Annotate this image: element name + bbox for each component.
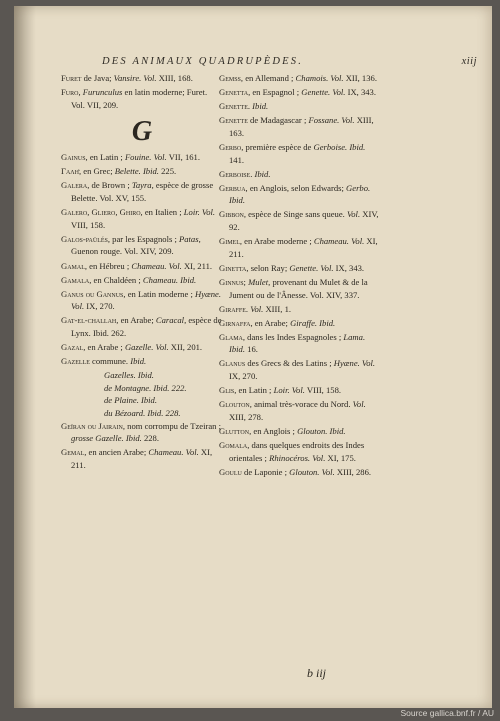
entry-headword: Gomala: [219, 440, 248, 451]
entry-text: , dans quelques endroits des Indes orientales ;: [229, 440, 365, 463]
entry-reference: Giraffe. Ibid.: [290, 317, 336, 328]
signature-mark: b iij: [307, 666, 327, 680]
entry-reference: Gerbo. Ibid.: [229, 182, 371, 206]
page-number: xiij: [461, 56, 477, 67]
index-entry: [219, 86, 381, 99]
entry-text: de Madagascar ;: [247, 115, 309, 126]
entry-text: ;: [243, 276, 249, 287]
entry-headword: Galero, Gliero, Ghiro: [61, 207, 141, 218]
index-entry: [219, 466, 381, 479]
book-page: [14, 6, 492, 708]
entry-reference: Ibid.: [254, 168, 271, 179]
entry-tail: XIII, 163.: [229, 115, 374, 138]
index-entry: [219, 114, 381, 139]
entry-headword: Glanus: [219, 358, 246, 369]
entry-text: , en Allemand ;: [240, 73, 296, 83]
index-entry: [61, 151, 223, 164]
entry-reference: Vol.: [250, 303, 264, 314]
entry-tail: VII, 161.: [166, 152, 200, 163]
entry-tail: XI, 175.: [325, 452, 356, 463]
entry-text: , de Brown ;: [87, 180, 132, 191]
entry-reference: Ibid.: [252, 101, 269, 112]
index-entry: [219, 357, 381, 382]
entry-tail: IX, 343.: [345, 87, 377, 98]
entry-text: , en Arabe ;: [83, 342, 125, 353]
index-entry: [219, 317, 381, 330]
entry-reference: Patas: [179, 233, 199, 244]
entry-reference: Chameau. Ibid.: [142, 274, 197, 285]
entry-reference: Loir. Vol.: [183, 207, 216, 218]
entry-tail: , provenant du Mulet & de la Jument ou de l'Ânesse. Vol. XIV, 337.: [229, 276, 368, 300]
entry-text: des Grecs & des Latins ;: [245, 358, 334, 369]
entry-reference: Glouton. Vol.: [289, 466, 335, 477]
index-entry: [219, 425, 381, 438]
index-entry: [61, 233, 223, 258]
entry-text: , nom corrompu de Tzeiran ;: [122, 420, 222, 431]
entry-tail: , espèce de grosse Belette. Vol. XV, 155.: [71, 180, 214, 204]
entry-headword: Glouton: [219, 399, 250, 410]
entry-headword: Gimel: [219, 236, 240, 247]
entry-headword: Gainus: [61, 152, 86, 163]
entry-tail: , espèce de Lynx. Ibid. 262.: [71, 315, 222, 338]
entry-reference: Hyæne. Vol.: [71, 288, 221, 312]
entry-reference: Genette. Vol.: [289, 262, 334, 273]
entry-reference: Tayra: [131, 180, 152, 191]
entry-tail: 228.: [141, 433, 159, 444]
entry-tail: 141.: [229, 154, 245, 165]
index-entry: [61, 165, 223, 178]
entry-tail: IX, 343.: [333, 262, 365, 273]
entry-text: , en Anglois, selon Edwards;: [245, 182, 347, 193]
section-letter: G: [131, 116, 153, 148]
entry-headword: Gerbo: [219, 141, 242, 152]
entry-reference: Fouine. Vol.: [124, 152, 167, 163]
index-entry: [219, 182, 381, 207]
entry-reference: Lama. Ibid.: [229, 331, 366, 355]
index-entry: [219, 398, 381, 423]
entry-text: , par les Espagnols ;: [107, 233, 179, 244]
index-entry: [219, 72, 381, 85]
entry-reference: Loir. Vol.: [273, 385, 305, 396]
entry-reference: Gazelle. Vol.: [124, 342, 169, 353]
entry-headword: Ganus ou Gannus: [61, 288, 124, 299]
entry-reference: Gerboise. Ibid.: [313, 141, 366, 152]
index-entry: [61, 260, 223, 273]
entry-headword: Gerbua: [219, 182, 246, 193]
entry-tail: , Guenon rouge. Vol. XIV, 209.: [71, 233, 201, 257]
entry-text: , en Arabe moderne ;: [239, 236, 314, 247]
entry-headword: Galos-paülés: [61, 233, 108, 244]
entry-headword: Gat-el-challah: [61, 315, 117, 326]
index-subentry: Gazelles. Ibid.: [104, 370, 154, 381]
entry-reference: Ibid.: [130, 356, 147, 367]
index-entry: [219, 141, 381, 166]
entry-reference: Vol.: [352, 399, 366, 410]
entry-tail: IX, 270.: [229, 371, 258, 382]
entry-tail: XIII, 168.: [156, 73, 193, 83]
entry-headword: Glutton: [219, 425, 250, 436]
entry-text: , en Arabe;: [116, 315, 156, 326]
index-column-right: [219, 72, 381, 480]
entry-reference: Vol.: [346, 209, 361, 220]
entry-tail: XI, 211.: [181, 260, 213, 271]
entry-reference: Rhinocéros. Vol.: [269, 452, 326, 463]
entry-tail: XI, 211.: [71, 447, 213, 470]
entry-tail: XII, 201.: [168, 342, 203, 353]
entry-text: , en Latin ;: [234, 385, 274, 396]
entry-tail: XI, 211.: [229, 236, 378, 259]
index-entry: [219, 100, 381, 113]
entry-text: de Java;: [81, 73, 114, 83]
entry-tail: en latin moderne; Furet. Vol. VII, 209.: [71, 87, 208, 110]
index-entry: [61, 355, 223, 368]
entry-reference: Vansire. Vol.: [113, 73, 157, 83]
entry-headword: Glis: [219, 385, 235, 396]
entry-reference: Mulet: [248, 276, 269, 287]
entry-text: , en Chaldéen ;: [89, 274, 143, 285]
entry-text: , en Italien ;: [140, 207, 184, 218]
entry-text: , en Espagnol ;: [248, 87, 302, 98]
entry-tail: XIII, 286.: [334, 466, 372, 477]
entry-headword: Gerboise: [219, 168, 251, 179]
index-entry: [219, 303, 381, 316]
entry-tail: XII, 136.: [343, 73, 377, 83]
entry-reference: Fossane. Vol.: [308, 115, 355, 126]
entry-reference: Genette. Vol.: [301, 87, 346, 98]
entry-reference: Chameau. Vol.: [131, 260, 182, 271]
index-entry: [61, 288, 223, 313]
index-entry: [61, 341, 223, 354]
entry-text: , en ancien Arabe;: [84, 447, 149, 458]
entry-tail: IX, 270.: [84, 301, 115, 312]
index-entry: [61, 420, 223, 445]
entry-tail: XIV, 92.: [229, 209, 379, 233]
entry-reference: Hyæne. Vol.: [333, 358, 376, 369]
entry-tail: XIII, 1.: [263, 303, 292, 314]
entry-headword: Gazelle: [61, 356, 90, 367]
index-entry: [61, 274, 223, 287]
entry-headword: Genette: [219, 101, 248, 112]
entry-headword: Goulu: [219, 466, 242, 477]
entry-text: , dans les Indes Espagnoles ;: [242, 331, 344, 342]
entry-headword: Galera: [61, 180, 88, 191]
index-entry: [61, 446, 223, 471]
index-entry: [219, 439, 381, 464]
entry-headword: Glama: [219, 331, 243, 342]
entry-text: commune.: [89, 356, 131, 367]
entry-reference: Furunculus: [82, 87, 123, 98]
entry-text: , en Hébreu ;: [84, 260, 132, 271]
index-entry: [219, 168, 381, 181]
entry-reference: Chamois. Vol.: [295, 73, 344, 83]
entry-headword: Genetta: [219, 87, 249, 98]
entry-reference: grosse Gazelle. Ibid.: [71, 433, 142, 444]
page-gutter-shadow: [14, 6, 36, 708]
entry-reference: Glouton. Ibid.: [297, 425, 346, 436]
entry-headword: Girnaffa: [219, 317, 251, 328]
entry-headword: Gazal: [61, 342, 84, 353]
entry-tail: XIII, 278.: [229, 411, 264, 422]
entry-headword: Gemal: [61, 447, 85, 458]
index-entry: [219, 276, 381, 301]
entry-reference: Chameau. Vol.: [148, 447, 199, 458]
index-entry: [219, 208, 381, 233]
entry-headword: Γαλῆ: [61, 166, 79, 177]
entry-text: .: [247, 101, 253, 112]
entry-text: ,: [78, 87, 83, 98]
entry-headword: Gamal: [61, 260, 85, 271]
entry-tail: VIII, 158.: [304, 385, 342, 396]
entry-headword: Giraffe: [219, 303, 246, 314]
entry-headword: Gemss: [219, 73, 241, 83]
entry-text: , en Grec;: [79, 166, 115, 177]
entry-headword: Ginetta: [219, 262, 247, 273]
header-title: DES ANIMAUX QUADRUPÈDES.: [102, 56, 304, 67]
entry-headword: Furet: [61, 73, 82, 83]
index-subentry: de Montagne. Ibid. 222.: [104, 382, 187, 393]
index-entry: [61, 314, 223, 339]
entry-text: , en Anglois ;: [249, 425, 298, 436]
entry-text: de Laponie ;: [241, 466, 290, 477]
entry-headword: Ginnus: [219, 276, 244, 287]
index-subentry: du Bézoard. Ibid. 228.: [104, 408, 181, 419]
entry-tail: 16.: [245, 344, 258, 355]
entry-text: .: [245, 303, 251, 314]
entry-reference: Chameau. Vol.: [313, 236, 365, 247]
entry-text: , animal très-vorace du Nord.: [249, 399, 353, 410]
index-entry: [61, 86, 223, 111]
entry-text: , en Latin moderne ;: [123, 288, 195, 299]
entry-reference: Belette. Ibid.: [114, 166, 159, 177]
index-entry: [219, 262, 381, 275]
entry-tail: 225.: [158, 166, 177, 177]
entry-headword: Gibbon: [219, 209, 244, 220]
running-header: [102, 56, 477, 67]
entry-text: , première espèce de: [241, 141, 314, 152]
entry-text: , en Latin ;: [85, 152, 125, 163]
entry-headword: Gamala: [61, 274, 90, 285]
entry-text: , espèce de Singe sans queue.: [243, 209, 347, 220]
index-entry: [61, 179, 223, 204]
index-entry: [61, 72, 223, 85]
index-entry: [219, 384, 381, 397]
entry-text: , en Arabe;: [250, 317, 291, 328]
source-credit: Source gallica.bnf.fr / AU: [400, 708, 494, 718]
index-entry: [219, 331, 381, 356]
index-column-left: [61, 72, 223, 473]
entry-tail: VIII, 158.: [71, 219, 106, 230]
index-entry: [219, 235, 381, 260]
entry-text: .: [250, 168, 255, 179]
entry-headword: Genette: [219, 115, 248, 126]
entry-reference: Caracal: [155, 315, 185, 326]
entry-text: , selon Ray;: [246, 262, 290, 273]
index-subentry: de Plaine. Ibid.: [104, 395, 157, 406]
entry-headword: Geïran ou Jairain: [61, 420, 123, 431]
entry-headword: Furo: [61, 87, 79, 98]
index-entry: [61, 206, 223, 231]
